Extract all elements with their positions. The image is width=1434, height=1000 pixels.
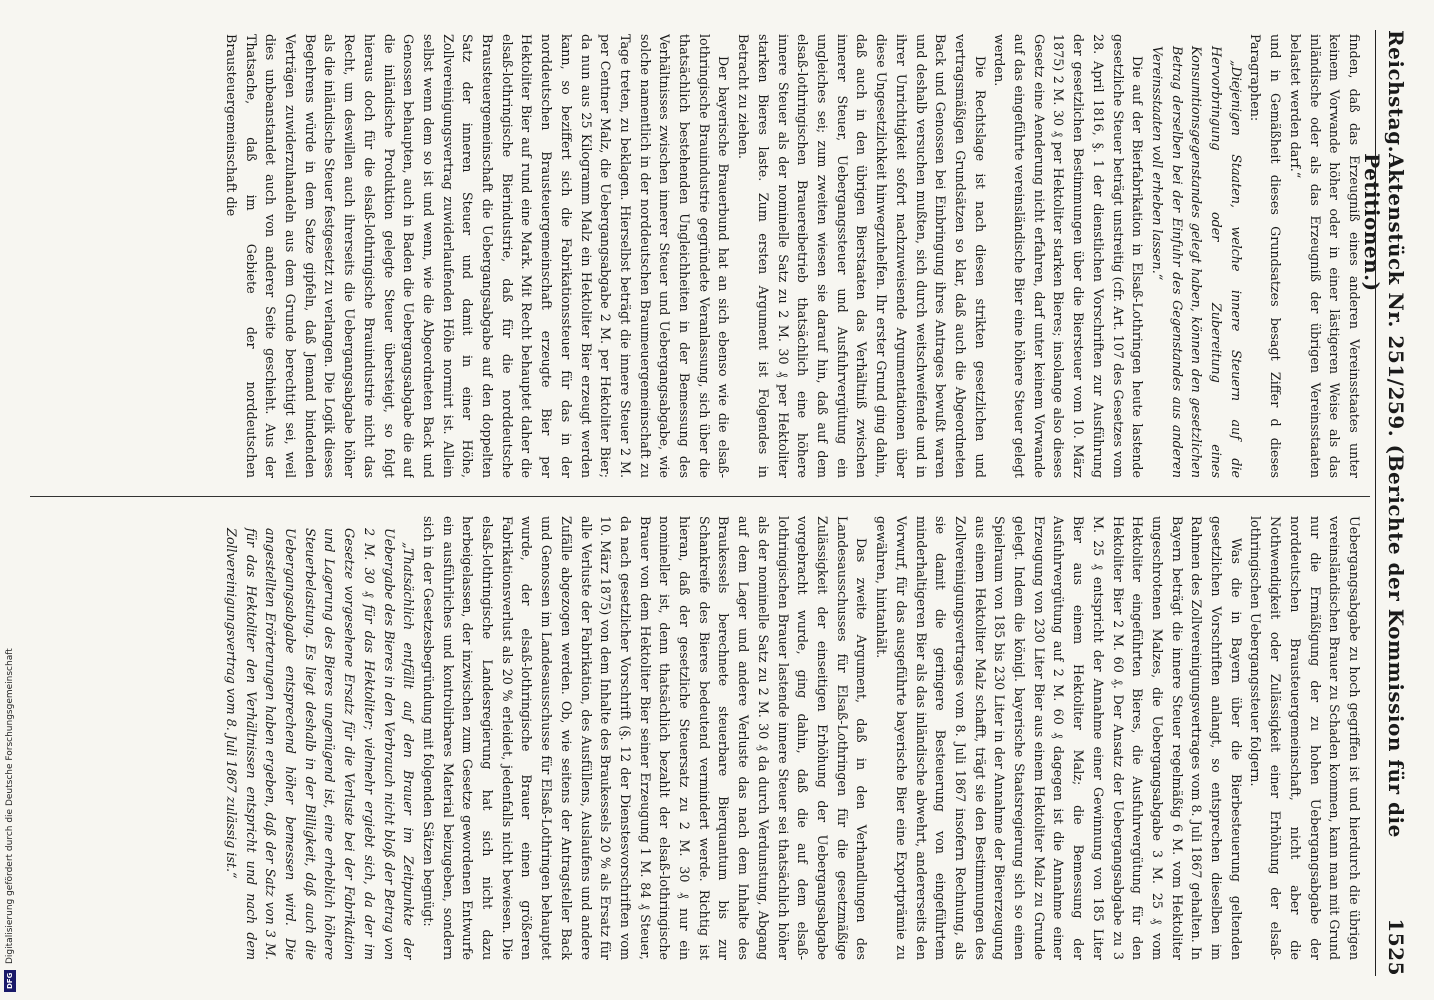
header-left: Reichstag. xyxy=(1384,30,1408,154)
header-rule xyxy=(1375,30,1376,976)
column-right xyxy=(40,516,1364,960)
dfg-logo-icon: DFG xyxy=(4,970,16,992)
paragraph: Der bayerische Brauerbund hat an sich ebenso wie die elsaß-lothringische Brauindustrie gegründete Veranlassung, sich über die thatsächlich bestehenden Ungleichheiten in der Bemessung des Verhältnisses zwischen innerer Steuer und Uebergangsabgabe, wie solche namentlich in der norddeutschen Braumeuergemeinschaft zu Tage treten, zu beklagen. Hierselbst beträgt die innere Steuer 2 M. per Centner Malz, die Uebergangsabgabe 2 M. per Hektoliter Bier; da nun aus 25 Kilogramm Malz ein Hektoliter Bier erzeugt werden kann, so beziffert sich die Fabrikationssteuer für das in der norddeutschen Brausteuergemeinschaft erzeugte Bier per Hektoliter Bier auf rund eine Mark. Mit Recht behauptet daher die elsaß-lothringische Bierindustrie, daß für die norddeutsche Brausteuergemeinschaft die Uebergangsabgabe auf den doppelten Satz der inneren Steuer und damit in einer Höhe, Zollvereinigungsvertrag zuwiderlaufenden Höhe normirt ist. Allein selbst wenn dem so ist und wenn, wie die Abgeordneten Back und Genossen behaupten, auch in Baden die Uebergangsabgabe die auf die inländische Produktion gelegte Steuer übersteigt, so folgt hieraus doch für die elsaß-lothringische Brauindustrie nicht das Recht, um deswillen auch ihrerseits die Uebergangsabgabe höher als die inländische Steuer festgesetzt zu verlangen. Die Logik dieses Begehrens würde in dem Satze gipfeln, daß Jemand bindenden Verträgen zuwiderzuhandeln aus dem Grunde berechtigt sei, weil dies unbeanstandet auch von anderer Seite geschieht. Aus der Thatsache, daß im Gebiete der norddeutschen Brausteuergemeinschaft die xyxy=(223,34,732,478)
page-number: 1525 xyxy=(1384,918,1408,976)
paragraph: Die auf der Bierfabrikation in Elsaß-Lothringen heute lastende gesetzliche Steuer beträgt unstreitig (cfr. Art. 107 des Gesetzes vom 28. April 1816, §. 1 der dienstlichen Vorschriften zur Ausführung der gesetzlichen Bestimmungen über die Biersteuer vom 10. März 1875) 2 M. 30 ₰ per Hektoliter starken Bieres; insolange also dieses Gesetz eine Aenderung nicht erfahren, darf unter keinem Vorwande auf das eingeführte vereinsländische Bier eine höhere Steuer gelegt werden. xyxy=(992,34,1146,478)
paragraph: Uebergangsabgabe zu hoch gegriffen ist und hierdurch die übrigen vereinsländischen Brauer zu Schaden kommen, kann man mit Grund nur die Ermäßigung der zu hohen Uebergangsabgabe der norddeutschen Brausteuergemeinschaft, nicht aber die Nothwendigkeit oder Zulässigkeit einer Erhöhung der elsaß-lothringischen Uebergangssteuer folgern. xyxy=(1248,516,1362,960)
paragraph: Die Rechtslage ist nach diesen strikten gesetzlichen und vertragsmäßigen Grundsätzen so klar, daß auch die Abgeordneten Back und Genossen bei Einbringung ihres Antrages bewußt waren und deshalb versuchen mußten, sich durch weitschweifende und in ihrer Unrichtigkeit sofort nachzuweisende Argumentationen über diese Ungesetzlichkeit hinwegzuhelfen. Ihr erster Grund ging dahin, daß auch in den übrigen Bierstaaten das Verhältniß zwischen innerer Steuer, Uebergangssteuer und Ausfuhrvergütung ein ungleiches sei; zum zweiten wiesen sie darauf hin, daß auf dem elsaß-lothringischen Brauereibetrieb thatsächlich eine höhere innere Steuer als der nominelle Satz zu 2 M. 30 ₰ per Hektoliter starken Bieres laste. Zum ersten Argument ist Folgendes in Betracht zu ziehen. xyxy=(736,34,988,478)
digitization-credit xyxy=(2,572,18,992)
paragraph: und in Gemäßheit dieses Grundsatzes besagt Ziffer d dieses Paragraphen: xyxy=(1248,34,1284,478)
column-divider xyxy=(30,496,1370,497)
running-head xyxy=(1360,30,1408,976)
quote-paragraph: „Diejenigen Staaten, welche innere Steuern auf die Hervorbringung oder Zubereitung eines Konsumtionsgegenstandes gelegt haben, können den gesetzlichen Betrag derselben bei der Einfuhr des Gegenstandes aus anderen Vereinsstaaten voll erheben lassen.“ xyxy=(1149,46,1244,478)
paragraph: finden, daß das Erzeugniß eines anderen Vereinsstaates unter keinem Vorwande höher oder in einer lästigeren Weise als das inländische oder als das Erzeugniß der übrigen Vereinsstaaten belastet werden darf.“ xyxy=(1287,34,1362,478)
credit-text: Digitalisierung gefördert durch die Deutsche Forschungsgemeinschaft xyxy=(5,648,15,964)
column-left xyxy=(40,34,1364,478)
header-center: Aktenstück Nr. 251/259. (Berichte der Kommission für die Petitionen.) xyxy=(1360,153,1408,838)
paragraph: Das zweite Argument, daß in den Verhandlungen des Landesausschusses für Elsaß-Lothringen für die gesetzmäßige Zulässigkeit der einseitigen Erhöhung der Uebergangsabgabe vorgebracht wurde, ging dahin, daß die auf dem elsaß-lothringischen Brauer lastende innere Steuer sei thatsächlich höher als der nominelle Satz zu 2 M. 30 ₰ da durch Verdunstung, Abgang auf dem Lager und andere Verluste das nach dem Inhalte des Braukessels berechnete steuerbare Bierquantum bis zur Schankreife des Bieres bedeutend vermindert werde. Richtig ist hieran, daß der gesetzliche Steuersatz zu 2 M. 30 ₰ nur ein nomineller ist, denn thatsächlich bezahlt der elsaß-lothringische Brauer von dem Hektoliter Bier seiner Erzeugung 1 M. 84 ₰ Steuer, da nach gesetzlicher Vorschrift (§. 12 der Dienstesvorschriften vom 10. März 1875) von dem Inhalte des Braukessels 20 % als Ersatz für alle Verluste der Fabrikation, des Ausfüllens, Auslaufens und andere Zufälle abgezogen werden. Ob, wie seitens der Antragsteller Back und Genossen im Landesausschusse für Elsaß-Lothringen behauptet wurde, der elsaß-lothringische Brauer einen größeren Fabrikationsverlust als 20 % erleidet, jedenfalls nicht bewiesen. Die elsaß-lothringische Landesregierung hat sich nicht dazu herbeigelassen, der inzwischen zum Gesetze gewordenen Entwurfe ein ausführliches und kontrolirbares Material beizugeben, sondern sich in der Gesetzesbegründung mit folgenden Sätzen begnügt: xyxy=(420,516,870,960)
paragraph: Was die in Bayern über die Bierbesteuerung geltenden gesetzlichen Vorschriften anlangt, so entsprechen dieselben im Rahmen des Zollvereinigungsvertrages vom 8. Juli 1867 gehalten. In Bayern beträgt die innere Steuer regelmäßig 6 M. vom Hektoliter ungeschrotenen Malzes, die Uebergangsabgabe 3 M. 25 ₰ vom Hektoliter eingeführten Bieres, die Ausfuhrvergütung für den Hektoliter Bier 2 M. 60 ₰. Der Ansatz der Uebergangsabgabe zu 3 M. 25 ₰ entspricht der Annahme einer Gewinnung von 185 Liter Bier aus einem Hektoliter Malz; die Bemessung der Ausfuhrvergütung auf 2 M. 60 ₰ dagegen ist die Annahme einer Erzeugung von 230 Liter Bier aus einem Hektoliter Malz zu Grunde gelegt. Indem die königl. bayerische Staatsregierung sich so einen Spielraum von 185 bis 230 Liter in der Annahme der Biererzeugung aus einem Hektoliter Malz schafft, trägt sie den Bestimmungen des Zollvereinigungsvertrages vom 8. Juli 1867 insofern Rechnung, als sie damit die geringere Besteuerung von eingeführtem minderhaltigeren Bier als das inländische abwehrt, andererseits den Vorwurf, für das ausgeführte bayerische Bier eine Exportprämie zu gewähren, hintanhält. xyxy=(874,516,1244,960)
quote-paragraph: „Thatsächlich entfällt auf den Brauer im Zeitpunkte der Uebergabe des Bieres in den Verbrauch nicht bloß der Betrag von 2 M. 30 ₰ für das Hektoliter; vielmehr ergiebt sich, da der im Gesetze vorgesehene Ersatz für die Verluste bei der Fabrikation und Lagerung des Bieres ungenügend ist, eine erheblich höhere Steuerbelastung. Es liegt deshalb in der Billigkeit, daß auch die Uebergangsabgabe entsprechend höher bemessen wird. Die angestellten Erörterungen haben ergeben, daß der Satz von 3 M. für das Hektoliter den Verhältnissen entspricht und nach dem Zollvereinigungsvertrag vom 8. Juli 1867 zulässig ist.“ xyxy=(223,528,417,960)
